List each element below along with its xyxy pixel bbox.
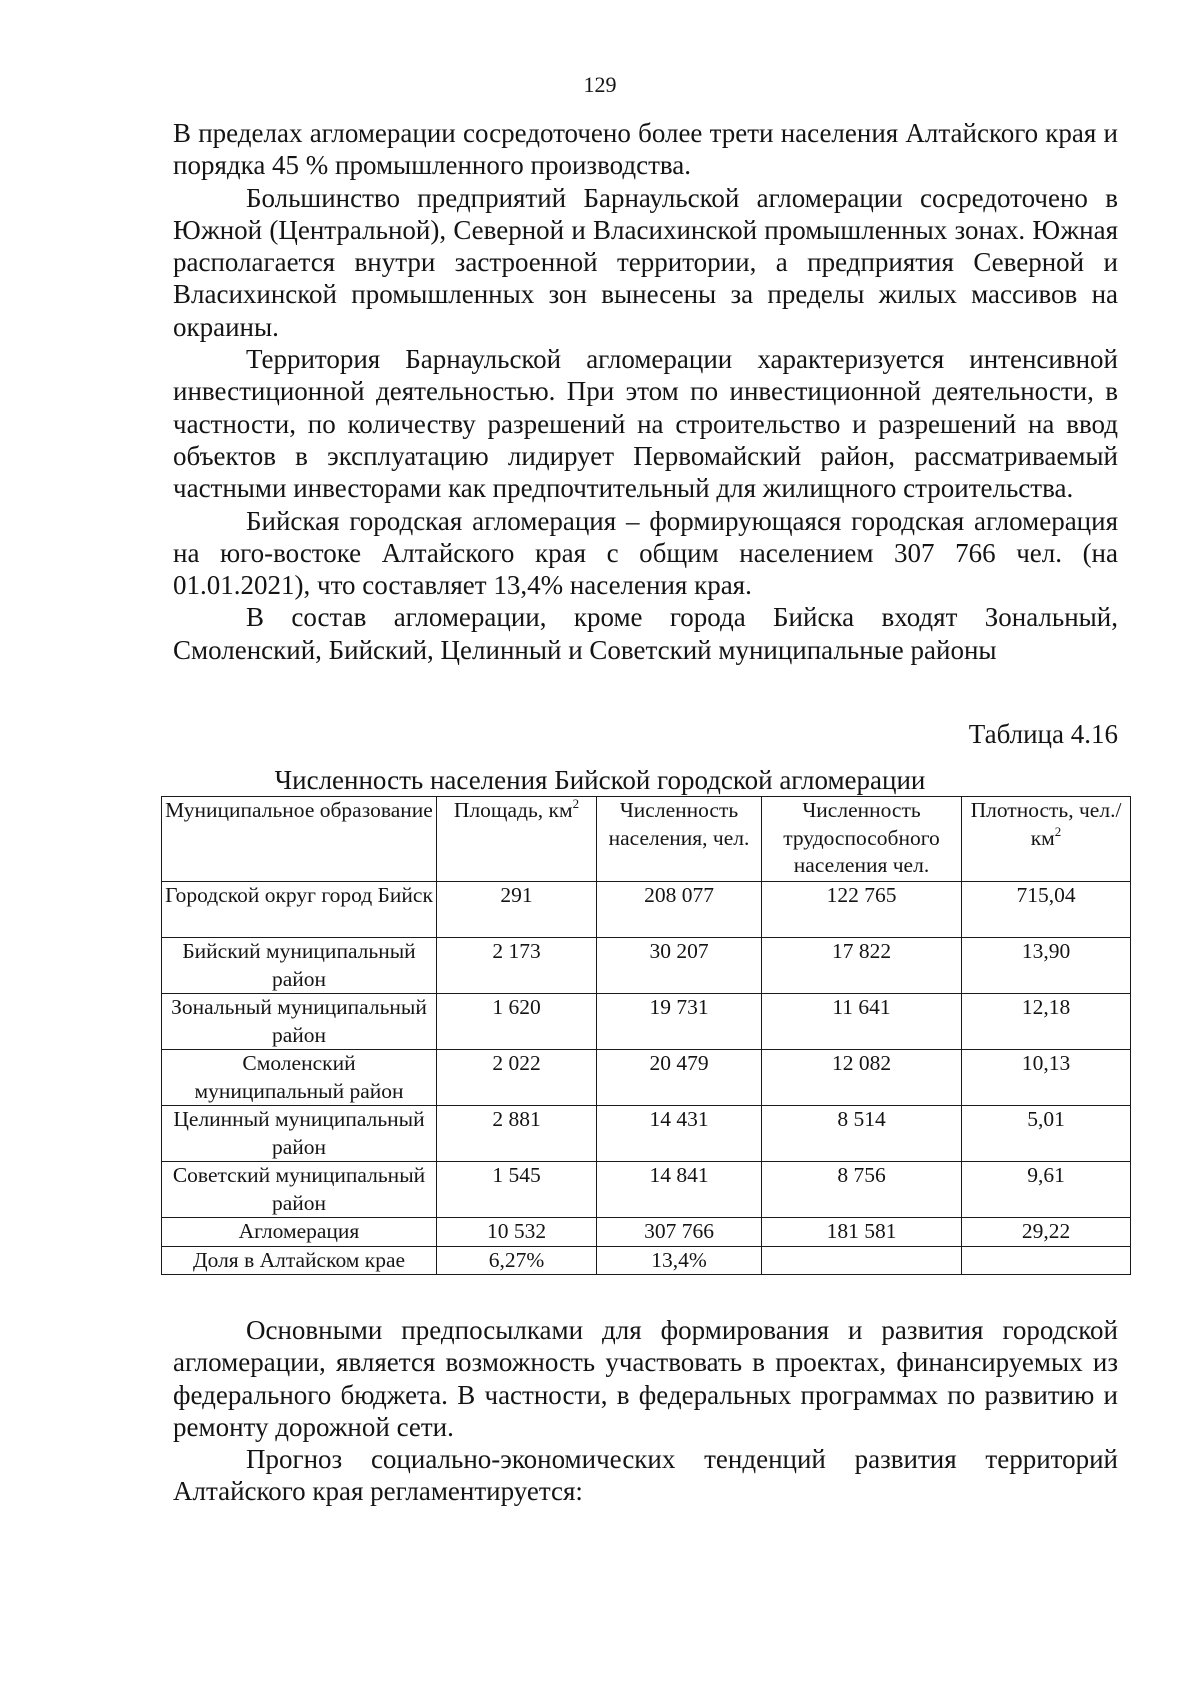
header-density: Плотность, $чел./км^2$ bbox=[962, 797, 1131, 882]
cell-density: 9,61 bbox=[962, 1162, 1131, 1218]
header-municipality: Муниципальное образование bbox=[162, 797, 437, 882]
population-table bbox=[161, 796, 1131, 1275]
table-row bbox=[162, 1050, 1131, 1106]
body-text-bottom bbox=[173, 1314, 1118, 1508]
cell-density: 715,04 bbox=[962, 882, 1131, 938]
table-caption: Численность населения Бийской городской агломерации bbox=[274, 765, 926, 795]
cell-area: 2 173 bbox=[437, 938, 597, 994]
cell-labor-population: 181 581 bbox=[762, 1218, 962, 1247]
cell-density: 12,18 bbox=[962, 994, 1131, 1050]
table-row-total bbox=[162, 1218, 1131, 1247]
cell-area: 2 881 bbox=[437, 1106, 597, 1162]
cell-municipality: Городской округ город Бийск bbox=[162, 882, 437, 938]
cell-density: 13,90 bbox=[962, 938, 1131, 994]
cell-density: 10,13 bbox=[962, 1050, 1131, 1106]
cell-population: 19 731 bbox=[597, 994, 762, 1050]
cell-labor-population: 8 514 bbox=[762, 1106, 962, 1162]
body-text-top bbox=[173, 117, 1118, 666]
cell-municipality: Агломерация bbox=[162, 1218, 437, 1247]
cell-municipality: Доля в Алтайском крае bbox=[162, 1246, 437, 1275]
cell-population: 14 431 bbox=[597, 1106, 762, 1162]
cell-labor-population: 11 641 bbox=[762, 994, 962, 1050]
paragraph: В пределах агломерации сосредоточено более трети населения Алтайского края и порядка 45 % промышленного производства. bbox=[173, 118, 1118, 181]
table-row bbox=[162, 1162, 1131, 1218]
header-area: Площадь, $км^2$ bbox=[437, 797, 597, 882]
paragraph: Основными предпосылками для формирования и развития городской агломерации, является возможность участвовать в проектах, финансируемых из федерального бюджета. В частности, в федеральных программах по развитию и ремонту дорожной сети. bbox=[173, 1315, 1118, 1442]
table-header-row bbox=[162, 797, 1131, 882]
table-row bbox=[162, 994, 1131, 1050]
cell-area: 10 532 bbox=[437, 1218, 597, 1247]
cell-labor-population: 12 082 bbox=[762, 1050, 962, 1106]
cell-population: 13,4% bbox=[597, 1246, 762, 1275]
table-row-share bbox=[162, 1246, 1131, 1275]
cell-labor-population: 17 822 bbox=[762, 938, 962, 994]
paragraph: Большинство предприятий Барнаульской агломерации сосредоточено в Южной (Центральной), Северной и Власихинской промышленных зонах. Южная располагается внутри застроенной территории, а предприятия Северной и Власихинской промышленных зон вынесены за пределы жилых массивов на окраины. bbox=[173, 182, 1118, 342]
header-labor-population: Численность трудоспособного населения чел. bbox=[762, 797, 962, 882]
header-population: Численность населения, чел. bbox=[597, 797, 762, 882]
cell-labor-population: 8 756 bbox=[762, 1162, 962, 1218]
cell-municipality: Бийский муниципальный район bbox=[162, 938, 437, 994]
table-row bbox=[162, 938, 1131, 994]
cell-municipality: Зональный муниципальный район bbox=[162, 994, 437, 1050]
cell-area: 2 022 bbox=[437, 1050, 597, 1106]
cell-area: 6,27% bbox=[437, 1246, 597, 1275]
cell-labor-population bbox=[762, 1246, 962, 1275]
cell-labor-population: 122 765 bbox=[762, 882, 962, 938]
cell-area: 1 545 bbox=[437, 1162, 597, 1218]
table-row bbox=[162, 1106, 1131, 1162]
paragraph: Бийская городская агломерация – формирующаяся городская агломерация на юго-востоке Алтайского края с общим населением 307 766 чел. (на 01.01.2021), что составляет 13,4% населения края. bbox=[173, 505, 1118, 601]
cell-municipality: Целинный муниципальный район bbox=[162, 1106, 437, 1162]
table-label: Таблица 4.16 bbox=[968, 719, 1118, 749]
page-number: 129 bbox=[583, 72, 617, 97]
cell-population: 208 077 bbox=[597, 882, 762, 938]
cell-density bbox=[962, 1246, 1131, 1275]
cell-population: 307 766 bbox=[597, 1218, 762, 1247]
cell-population: 30 207 bbox=[597, 938, 762, 994]
cell-density: 5,01 bbox=[962, 1106, 1131, 1162]
paragraph: Территория Барнаульской агломерации характеризуется интенсивной инвестиционной деятельностью. При этом по инвестиционной деятельности, в частности, по количеству разрешений на строительство и разрешений на ввод объектов в эксплуатацию лидирует Первомайский район, рассматриваемый частными инвесторами как предпочтительный для жилищного строительства. bbox=[173, 344, 1118, 504]
cell-area: 1 620 bbox=[437, 994, 597, 1050]
table-row bbox=[162, 882, 1131, 938]
cell-municipality: Советский муниципальный район bbox=[162, 1162, 437, 1218]
cell-population: 14 841 bbox=[597, 1162, 762, 1218]
paragraph: Прогноз социально-экономических тенденций развития территорий Алтайского края регламентируется: bbox=[173, 1444, 1118, 1507]
paragraph: В состав агломерации, кроме города Бийска входят Зональный, Смоленский, Бийский, Целинный и Советский муниципальные районы bbox=[173, 602, 1118, 665]
cell-municipality: Смоленский муниципальный район bbox=[162, 1050, 437, 1106]
cell-population: 20 479 bbox=[597, 1050, 762, 1106]
cell-area: 291 bbox=[437, 882, 597, 938]
cell-density: 29,22 bbox=[962, 1218, 1131, 1247]
